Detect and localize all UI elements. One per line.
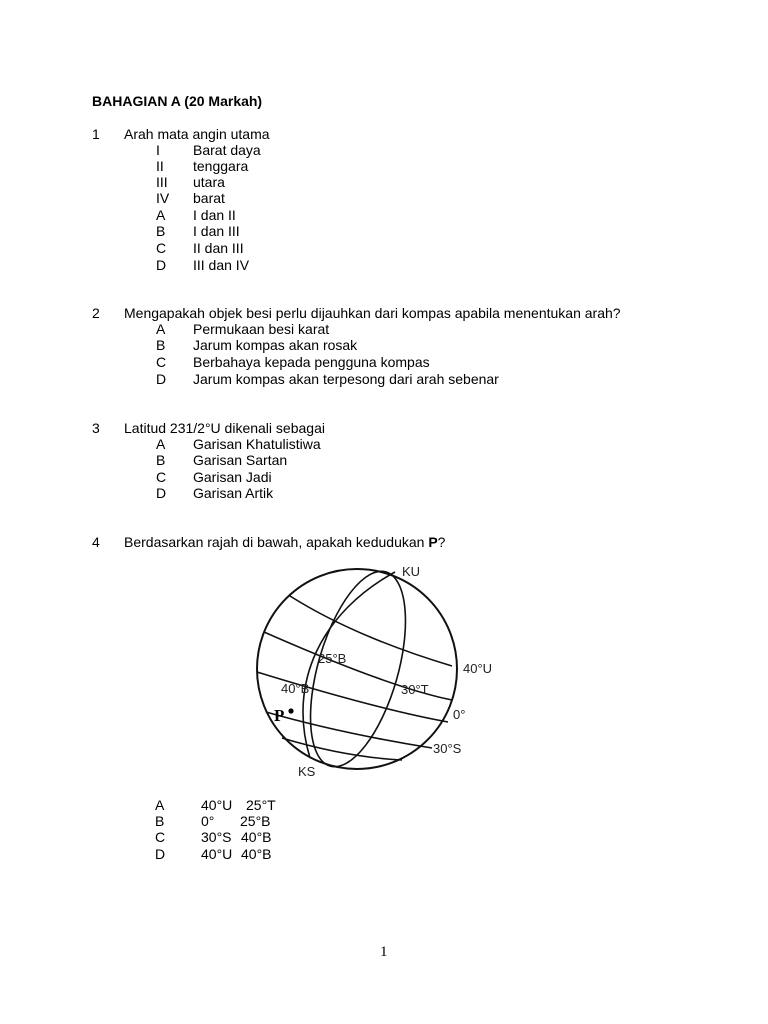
option-text: Garisan Khatulistiwa	[193, 436, 321, 452]
option-text: I dan III	[193, 223, 240, 239]
statement-text: Barat daya	[193, 142, 261, 158]
question-stem: Latitud 231/2°U dikenali sebagai	[124, 420, 325, 436]
option-latitude: 30°S	[201, 829, 232, 845]
label-latitude-40u: 40°U	[463, 661, 493, 676]
option-text: III dan IV	[193, 257, 250, 273]
option-text: Permukaan besi karat	[193, 321, 330, 337]
latitude-line	[266, 712, 432, 748]
question-number: 3	[92, 420, 100, 436]
question-number: 1	[92, 126, 100, 142]
option-latitude: 40°U	[201, 797, 233, 813]
option-text: I dan II	[193, 207, 236, 223]
meridian-line	[292, 561, 425, 777]
option-text: Jarum kompas akan rosak	[193, 337, 358, 353]
option-longitude: 40°B	[241, 846, 272, 862]
statement-label: IV	[156, 190, 170, 206]
statement-text: utara	[193, 174, 225, 190]
stem-end: ?	[437, 534, 446, 550]
option-label: A	[156, 321, 166, 337]
option-text: Berbahaya kepada pengguna kompas	[193, 354, 430, 370]
option-label: D	[156, 485, 167, 501]
option-label: A	[155, 797, 165, 813]
label-north-pole: KU	[402, 564, 421, 579]
option-text: Garisan Jadi	[193, 469, 272, 485]
option-label: C	[156, 240, 167, 256]
option-label: C	[156, 354, 167, 370]
option-label: C	[155, 829, 166, 845]
option-label: A	[156, 436, 166, 452]
option-text: II dan III	[193, 240, 244, 256]
label-longitude-30t: 30°T	[401, 682, 429, 697]
label-point-p: P	[274, 706, 285, 725]
statement-label: I	[156, 142, 160, 158]
label-longitude-25b: 25°B	[318, 651, 347, 666]
globe-diagram	[252, 562, 493, 784]
latitude-line	[257, 672, 448, 722]
label-latitude-30s: 30°S	[433, 741, 462, 756]
statement-label: II	[156, 158, 164, 174]
section-heading: BAHAGIAN A (20 Markah)	[92, 93, 263, 109]
option-label: C	[156, 469, 167, 485]
stem-point-label: P	[428, 534, 438, 550]
option-longitude: 25°T	[246, 797, 276, 813]
page-number: 1	[380, 944, 388, 960]
option-label: D	[156, 371, 167, 387]
option-latitude: 0°	[201, 813, 215, 829]
statement-text: tenggara	[193, 158, 249, 174]
option-label: B	[156, 337, 166, 353]
label-south-pole: KS	[298, 764, 316, 779]
option-text: Garisan Artik	[193, 485, 274, 501]
label-latitude-0: 0°	[453, 707, 466, 722]
option-label: B	[155, 813, 165, 829]
option-label: B	[156, 452, 166, 468]
point-p-marker	[288, 708, 293, 713]
option-latitude: 40°U	[201, 846, 233, 862]
stem-text: Berdasarkan rajah di bawah, apakah kedudukan	[124, 534, 429, 550]
option-text: Garisan Sartan	[193, 452, 288, 468]
label-longitude-40b: 40°B	[281, 681, 310, 696]
statement-text: barat	[193, 190, 225, 206]
question-number: 2	[92, 305, 100, 321]
option-longitude: 25°B	[240, 813, 271, 829]
option-label: D	[156, 257, 167, 273]
option-label: D	[155, 846, 166, 862]
question-stem	[124, 534, 445, 550]
option-text: Jarum kompas akan terpesong dari arah sebenar	[193, 371, 499, 387]
option-longitude: 40°B	[241, 829, 272, 845]
meridian-line	[303, 572, 395, 758]
question-number: 4	[92, 534, 100, 550]
question-stem: Mengapakah objek besi perlu dijauhkan dari kompas apabila menentukan arah?	[124, 305, 621, 321]
question-stem: Arah mata angin utama	[124, 126, 270, 142]
latitude-line	[282, 738, 402, 760]
option-label: A	[156, 207, 166, 223]
statement-label: III	[156, 174, 168, 190]
option-label: B	[156, 223, 166, 239]
